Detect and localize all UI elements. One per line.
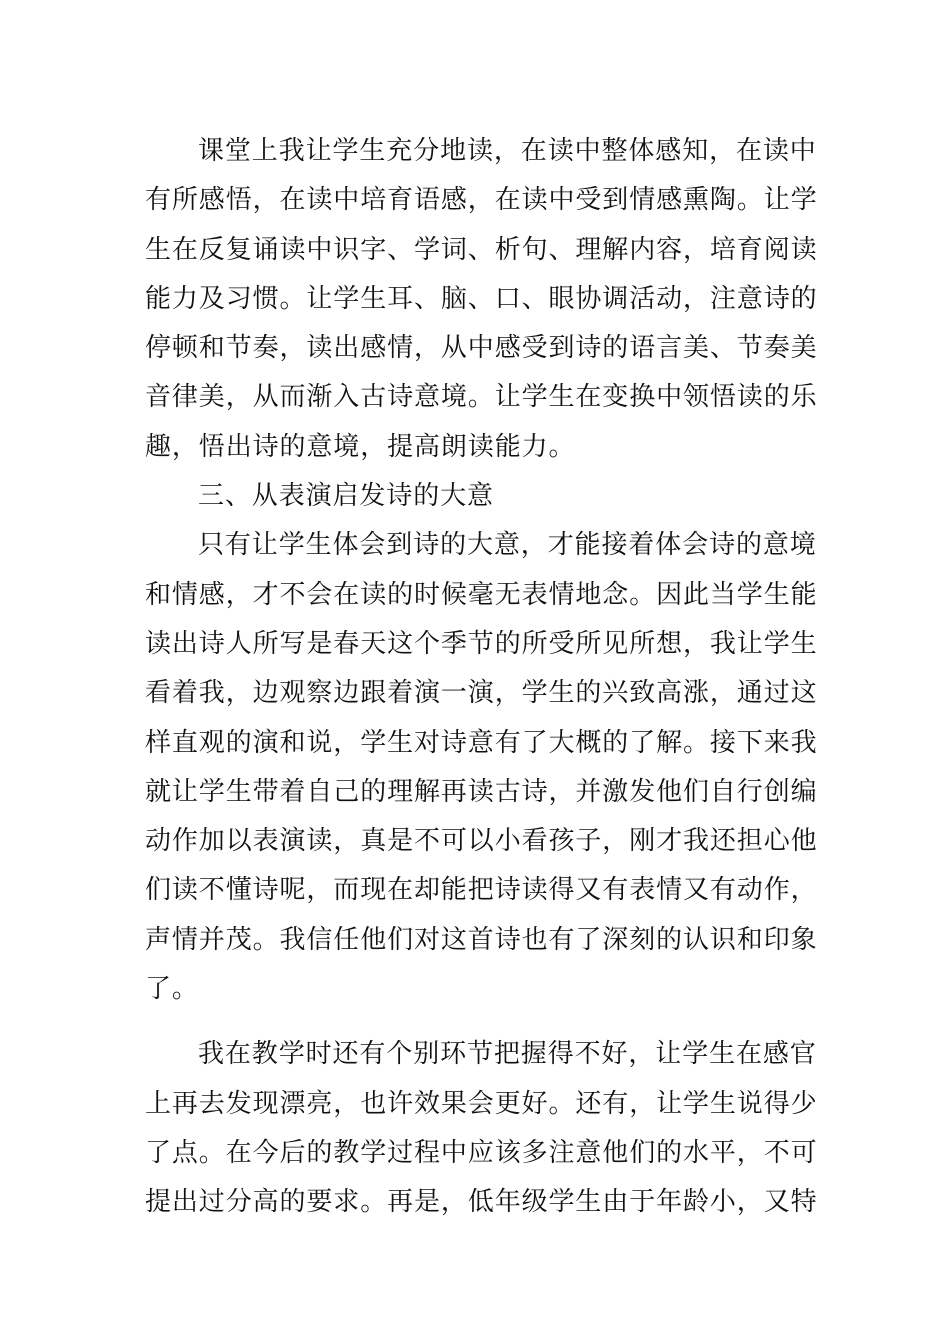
text-line: 我在教学时还有个别环节把握得不好，让学生在感官 (198, 1039, 817, 1070)
paragraph-spacer (145, 1014, 805, 1030)
text-line: 音律美，从而渐入古诗意境。让学生在变换中领悟读的乐 (145, 382, 818, 413)
paragraph-reading (145, 127, 818, 472)
text-line: 了。 (145, 974, 199, 1005)
text-line: 只有让学生体会到诗的大意，才能接着体会诗的意境 (198, 530, 817, 561)
text-line: 上再去发现漂亮，也许效果会更好。还有，让学生说得少 (145, 1088, 818, 1119)
text-line: 们读不懂诗呢，而现在却能把诗读得又有表情又有动作， (145, 875, 818, 906)
text-line: 生在反复诵读中识字、学词、析句、理解内容，培育阅读 (145, 234, 818, 265)
text-line: 看着我，边观察边跟着演一演，学生的兴致高涨，通过这 (145, 678, 818, 709)
text-line: 和情感，才不会在读的时候毫无表情地念。因此当学生能 (145, 579, 818, 610)
text-line: 有所感悟，在读中培育语感，在读中受到情感熏陶。让学 (145, 185, 818, 216)
text-line: 趣，悟出诗的意境，提高朗读能力。 (145, 431, 576, 462)
text-line: 提出过分高的要求。再是，低年级学生由于年龄小，又特 (145, 1187, 818, 1218)
paragraph-reflection (145, 1030, 818, 1227)
text-line: 就让学生带着自己的理解再读古诗，并激发他们自行创编 (145, 776, 818, 807)
text-line: 课堂上我让学生充分地读，在读中整体感知，在读中 (198, 136, 817, 166)
text-line: 读出诗人所写是春天这个季节的所受所见所想，我让学生 (145, 628, 818, 659)
text-line: 停顿和节奏，读出感情，从中感受到诗的语言美、节奏美 (145, 333, 818, 364)
text-line: 声情并茂。我信任他们对这首诗也有了深刻的认识和印象 (145, 924, 818, 955)
text-line: 能力及习惯。让学生耳、脑、口、眼协调活动，注意诗的 (145, 283, 818, 314)
text-line: 动作加以表演读，真是不可以小看孩子，刚才我还担心他 (145, 826, 818, 857)
paragraph-performance (145, 521, 818, 1014)
section-heading: 三、从表演启发诗的大意 (198, 481, 494, 512)
text-line: 样直观的演和说，学生对诗意有了大概的了解。接下来我 (145, 727, 818, 758)
document-body (145, 127, 818, 1228)
text-line: 了点。在今后的教学过程中应该多注意他们的水平，不可 (145, 1137, 818, 1168)
